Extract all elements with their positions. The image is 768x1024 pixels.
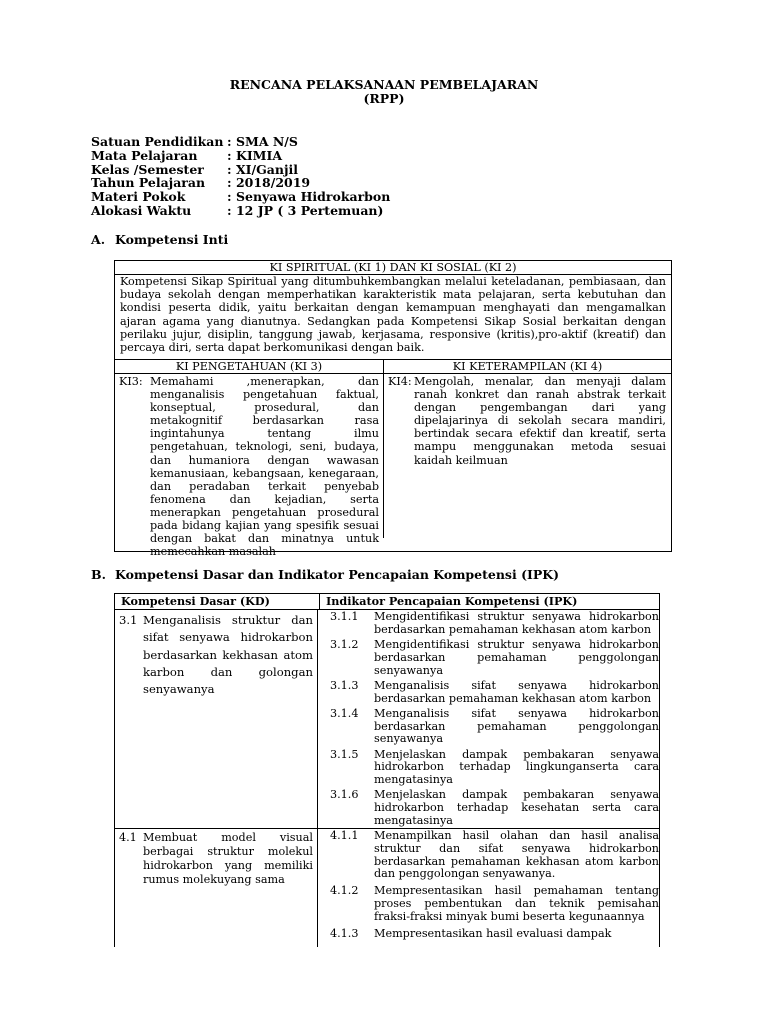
identity-value: : SMA N/S bbox=[227, 134, 298, 149]
kd-text: Menganalisis struktur dan sifat senyawa hidrokarbon berdasarkan kekhasan atom karbon dan golongan senyawanya bbox=[143, 613, 313, 697]
ki4-code: KI4: bbox=[388, 375, 412, 388]
ki4-text: Mengolah, menalar, dan menyaji dalam ranah konkret dan ranah abstrak terkait dengan pengembangan dari yang dipelajarinya di sekolah secara mandiri, bertindak secara efektif dan kreatif, serta mampu menggunakan metoda sesuai kaidah keilmuan bbox=[414, 375, 666, 467]
ipk-text: Menganalisis sifat senyawa hidrokarbon berdasarkan pemahaman kekhasan atom karbon bbox=[374, 678, 659, 705]
ki3-body bbox=[115, 374, 383, 559]
ipk-text: Mempresentasikan hasil pemahaman tentang proses pembentukan dan teknik pemisahan fraksi-fraksi minyak bumi beserta kegunaannya bbox=[374, 884, 659, 923]
ki-pengetahuan-header: KI PENGETAHUAN (KI 3) bbox=[115, 360, 383, 374]
section-a-heading bbox=[91, 232, 228, 247]
ipk-cell bbox=[318, 610, 660, 828]
kd-cell bbox=[115, 610, 318, 828]
section-a-letter: A. bbox=[91, 232, 106, 247]
kd-text: Membuat model visual berbagai struktur molekul hidrokarbon yang memiliki rumus molekuyang sama bbox=[143, 831, 313, 886]
kompetensi-inti-table bbox=[114, 260, 672, 559]
ki-columns bbox=[115, 360, 671, 559]
ipk-item bbox=[330, 749, 659, 787]
section-b-title: Kompetensi Dasar dan Indikator Pencapaian Kompetensi (IPK) bbox=[115, 567, 560, 582]
ki-keterampilan-header: KI KETERAMPILAN (KI 4) bbox=[384, 360, 671, 374]
ipk-item bbox=[330, 830, 659, 881]
ipk-item bbox=[330, 708, 659, 746]
identity-value: : 2018/2019 bbox=[227, 175, 311, 191]
identity-label: Materi Pokok bbox=[91, 189, 186, 205]
document-title-line1: RENCANA PELAKSANAAN PEMBELAJARAN bbox=[229, 77, 539, 92]
identity-label: Kelas /Semester bbox=[91, 161, 204, 177]
identity-row bbox=[91, 149, 390, 163]
ipk-cell bbox=[318, 829, 660, 947]
ipk-number: 4.1.3 bbox=[330, 926, 359, 940]
ki3-column bbox=[115, 360, 384, 559]
table-row bbox=[115, 610, 659, 829]
identity-value: : KIMIA bbox=[227, 147, 283, 163]
ipk-item bbox=[330, 928, 659, 941]
section-a-title: Kompetensi Inti bbox=[115, 232, 229, 247]
identity-label: Satuan Pendidikan bbox=[91, 134, 224, 149]
ipk-number: 3.1.3 bbox=[330, 678, 359, 692]
kd-cell bbox=[115, 829, 318, 947]
section-b-heading bbox=[91, 567, 559, 582]
ipk-number: 3.1.6 bbox=[330, 788, 359, 802]
document-title-line2: (RPP) bbox=[363, 91, 405, 106]
identity-value: : Senyawa Hidrokarbon bbox=[227, 189, 391, 205]
ipk-item bbox=[330, 611, 659, 637]
ipk-header: Indikator Pencapaian Kompetensi (IPK) bbox=[326, 594, 578, 608]
ipk-text: Mempresentasikan hasil evaluasi dampak bbox=[374, 926, 612, 940]
ipk-item bbox=[330, 789, 659, 827]
identity-row bbox=[91, 135, 390, 149]
ipk-text: Menjelaskan dampak pembakaran senyawa hidrokarbon terhadap lingkunganserta cara mengatasinya bbox=[374, 747, 659, 787]
identity-table bbox=[91, 135, 390, 218]
kd-number: 3.1 bbox=[119, 613, 138, 627]
identity-label: Mata Pelajaran bbox=[91, 147, 198, 163]
ipk-number: 3.1.5 bbox=[330, 747, 359, 761]
ki-spiritual-text: Kompetensi Sikap Spiritual yang ditumbuhkembangkan melalui keteladanan, pembiasaan, dan budaya sekolah dengan memperhatikan karakteristik mata pelajaran, serta kebutuhan dan kondisi peserta didik, yaitu berkaitan dengan kemampuan menghayati dan mengamalkan ajaran agama yang dianutnya. Sedangkan pada Kompetensi Sikap Sosial berkaitan dengan perilaku jujur, disiplin, tanggung jawab, kerjasama, responsive (kritis),pro-aktif (kreatif) dan percaya diri, serta dapat berkomunikasi dengan baik. bbox=[115, 275, 671, 360]
document-title bbox=[0, 78, 768, 106]
ki4-column bbox=[384, 360, 671, 538]
ki4-body bbox=[384, 374, 671, 468]
ipk-number: 3.1.4 bbox=[330, 706, 359, 720]
ki3-text: Memahami ,menerapkan, dan menganalisis pengetahuan faktual, konseptual, prosedural, dan metakognitif berdasarkan rasa ingintahunya tentang ilmu pengetahuan, teknologi, seni, budaya, dan humaniora dengan wawasan kemanusiaan, kebangsaan, kenegaraan, dan peradaban terkait penyebab fenomena dan kejadian, serta menerapkan pengetahuan prosedural pada bidang kajian yang spesifik sesuai dengan bakat dan minatnya untuk memecahkan masalah bbox=[150, 375, 379, 559]
ipk-number: 4.1.2 bbox=[330, 884, 359, 898]
identity-label: Alokasi Waktu bbox=[91, 202, 192, 218]
ipk-item bbox=[330, 680, 659, 706]
ipk-text: Mengidentifikasi struktur senyawa hidrokarbon berdasarkan pemahaman penggolongan senyawanya bbox=[374, 637, 659, 677]
ipk-item bbox=[330, 639, 659, 677]
section-b-letter: B. bbox=[91, 567, 106, 582]
kd-number: 4.1 bbox=[119, 831, 137, 844]
ipk-text: Menampilkan hasil olahan dan hasil analisa struktur dan sifat senyawa hidrokarbon berdasarkan pemahaman kekhasan atom karbon dan penggolongan senyawanya. bbox=[374, 829, 659, 881]
identity-row bbox=[91, 204, 390, 218]
kd-header: Kompetensi Dasar (KD) bbox=[115, 594, 320, 609]
identity-row bbox=[91, 176, 390, 190]
kd-table-header bbox=[115, 594, 659, 610]
ipk-text: Menganalisis sifat senyawa hidrokarbon berdasarkan pemahaman penggolongan senyawanya bbox=[374, 706, 659, 746]
identity-value: : 12 JP ( 3 Pertemuan) bbox=[227, 202, 384, 218]
ipk-text: Menjelaskan dampak pembakaran senyawa hidrokarbon terhadap kesehatan serta cara mengatasinya bbox=[374, 788, 659, 827]
identity-row bbox=[91, 190, 390, 204]
ki3-code: KI3: bbox=[119, 375, 143, 388]
identity-label: Tahun Pelajaran bbox=[91, 175, 206, 191]
ki-spiritual-header: KI SPIRITUAL (KI 1) DAN KI SOSIAL (KI 2) bbox=[115, 261, 671, 275]
ipk-number: 3.1.1 bbox=[330, 610, 359, 623]
ipk-number: 4.1.1 bbox=[330, 829, 359, 842]
ipk-text: Mengidentifikasi struktur senyawa hidrokarbon berdasarkan pemahaman kekhasan atom karbon bbox=[374, 610, 659, 636]
identity-row bbox=[91, 163, 390, 177]
ipk-item bbox=[330, 885, 659, 923]
kd-ipk-table bbox=[114, 593, 660, 947]
table-row bbox=[115, 829, 659, 947]
ipk-number: 3.1.2 bbox=[330, 637, 359, 651]
identity-value: : XI/Ganjil bbox=[227, 161, 298, 177]
